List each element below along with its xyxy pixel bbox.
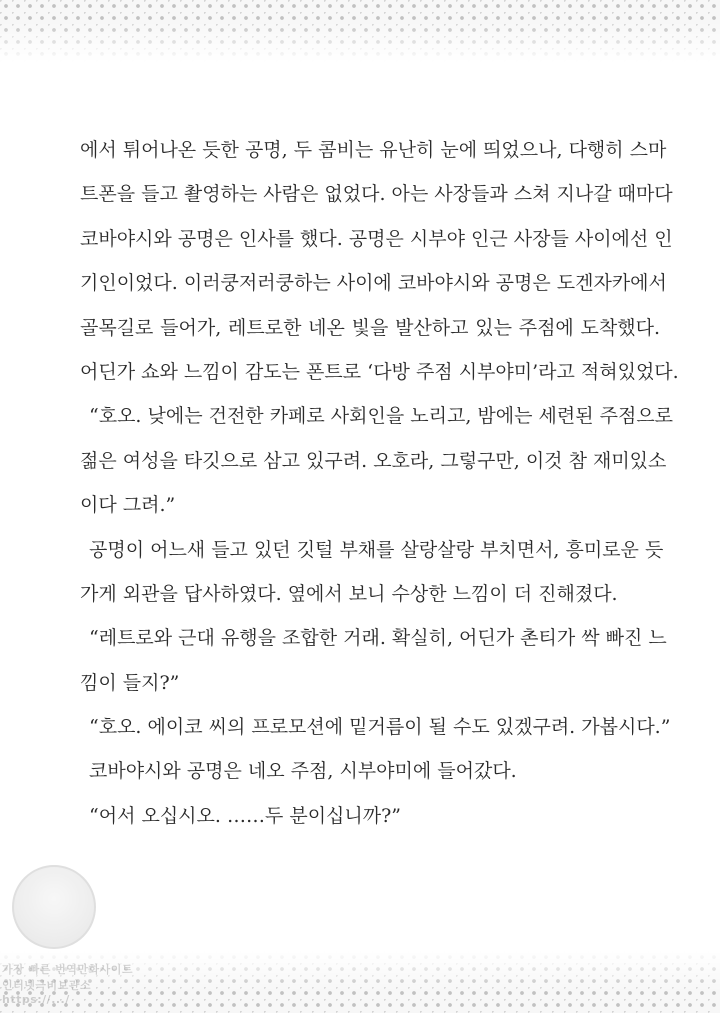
watermark-line-2: 인터넷극비보관소 xyxy=(2,979,92,992)
text-line: “어서 오십시오. ……두 분이십니까?” xyxy=(89,804,402,827)
text-line: “레트로와 근대 유행을 조합한 거래. 확실히, 어딘가 촌티가 싹 빠진 느 xyxy=(89,627,667,650)
text-line: 이다 그려.” xyxy=(80,494,176,517)
text-line: 가게 외관을 답사하였다. 옆에서 보니 수상한 느낌이 더 진해졌다. xyxy=(80,582,618,605)
text-line: 에서 튀어나온 듯한 공명, 두 콤비는 유난히 눈에 띄었으나, 다행히 스마 xyxy=(80,139,667,161)
text-line: 공명이 어느새 들고 있던 깃털 부채를 살랑살랑 부치면서, 흥미로운 듯 xyxy=(89,538,664,561)
text-line: 기인이었다. 이러쿵저러쿵하는 사이에 코바야시와 공명은 도겐자카에서 xyxy=(80,272,667,295)
text-line: “호오. 낮에는 건전한 카페로 사회인을 노리고, 밤에는 세련된 주점으로 xyxy=(89,405,674,428)
watermark-line-3: https://.../ xyxy=(2,993,70,1006)
watermark-line-1: 가장 빠른 번역만화사이트 xyxy=(2,963,134,976)
text-line: 코바야시와 공명은 인사를 했다. 공명은 시부야 인근 사장들 사이에선 인 xyxy=(80,227,673,250)
text-line: 낌이 들지?” xyxy=(80,671,180,694)
text-line: 골목길로 들어가, 레트로한 네온 빛을 발산하고 있는 주점에 도착했다. xyxy=(80,316,660,339)
top-decorative-pattern xyxy=(0,0,720,62)
page-body-text xyxy=(80,128,679,838)
text-line: 코바야시와 공명은 네오 주점, 시부야미에 들어갔다. xyxy=(89,760,517,783)
text-line: 어딘가 쇼와 느낌이 감도는 폰트로 ‘다방 주점 시부야미’라고 적혀있었다. xyxy=(80,360,679,383)
site-watermark xyxy=(0,865,152,1013)
text-line: 젊은 여성을 타깃으로 삼고 있구려. 오호라, 그렇구만, 이것 참 재미있소 xyxy=(80,449,667,472)
text-line: 트폰을 들고 촬영하는 사람은 없었다. 아는 사장들과 스쳐 지나갈 때마다 xyxy=(80,183,673,206)
watermark-mascot-icon xyxy=(12,865,96,949)
text-line: “호오. 에이코 씨의 프로모션에 밑거름이 될 수도 있겠구려. 가봅시다.” xyxy=(89,716,671,739)
